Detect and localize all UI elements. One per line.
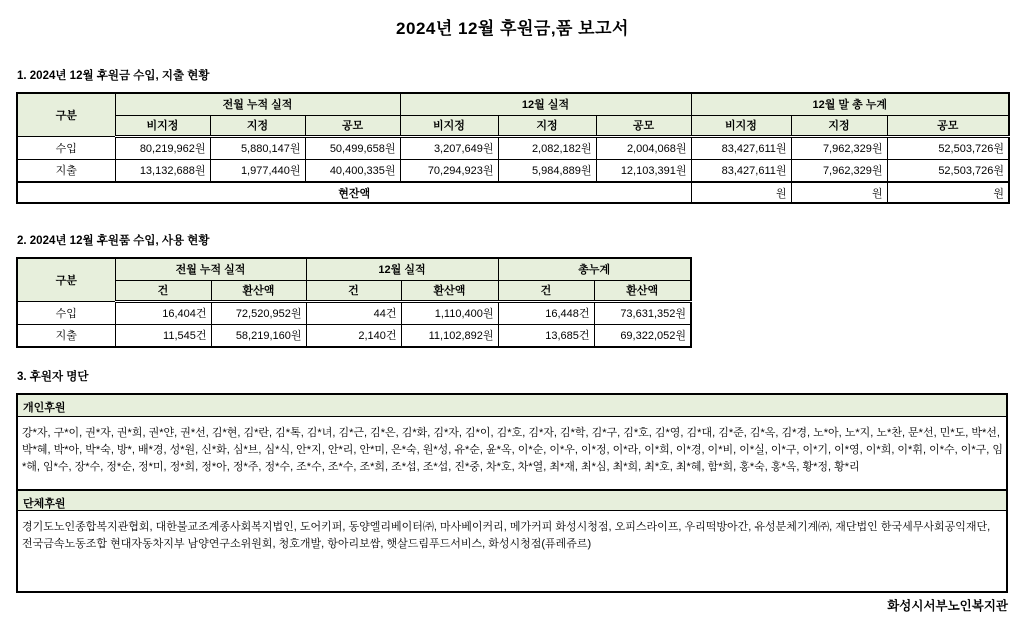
- individual-donors-list: 강*자, 구*이, 권*자, 권*희, 권*얀, 권*선, 김*현, 김*란, 김*톡, 김*녀, 김*근, 김*은, 김*화, 김*자, 김*이, 김*호, 김*자, 김*학, 김*구, 김*호, 김*영, 김*대, 김*준, 김*옥, 김*경, 노*아, 노*지, 노*찬, 문*선, 민*도, 박*선, 박*혜, 박*아, 박*숙, 방*, 배*경, 성*원, 신*화, 심*브, 심*식, 안*지, 안*리, 안*미, 은*숙, 원*성, 유*순, 윤*옥, 이*순, 이*우, 이*정, 이*라, 이*희, 이*경, 이*비, 이*실, 이*구, 이*기, 이*영, 이*희, 이*휘, 이*수, 이*구, 임*해, 임*수, 장*수, 정*순, 정*미, 정*희, 정*아, 정*주, 정*수, 조*수, 조*수, 조*희, 조*섭, 조*섭, 진*중, 차*호, 차*열, 최*재, 최*심, 최*희, 최*호, 최*혜, 함*희, 홍*숙, 홍*옥, 황*정, 황*리: [22, 427, 1003, 473]
- t2-income-row: [17, 301, 691, 324]
- t2-sub-header-row: [17, 280, 691, 301]
- organization-name: 화성시서부노인복지관: [887, 599, 1008, 613]
- t2-cell: 1,110,400원: [401, 301, 498, 324]
- t1-header-gubun: 구분: [17, 93, 115, 136]
- t1-balance-label: 현잔액: [17, 182, 691, 203]
- t1-group-total: 12월 말 총 누계: [691, 93, 1009, 115]
- t1-subheader: 공모: [596, 115, 691, 136]
- t2-cell: 13,685건: [498, 324, 594, 347]
- donation-goods-table: [16, 257, 692, 348]
- t2-header-gubun: 구분: [17, 258, 115, 301]
- t2-cell: 72,520,952원: [211, 301, 306, 324]
- t1-subheader: 비지정: [115, 115, 210, 136]
- t2-subheader: 환산액: [211, 280, 306, 301]
- t2-cell: 2,140건: [306, 324, 401, 347]
- t1-cell: 83,427,611원: [691, 136, 791, 159]
- t1-cell: 3,207,649원: [400, 136, 498, 159]
- t1-subheader: 지정: [498, 115, 596, 136]
- t2-cell: 44건: [306, 301, 401, 324]
- t2-cell: 16,448건: [498, 301, 594, 324]
- t1-subheader: 비지정: [691, 115, 791, 136]
- t1-subheader: 공모: [887, 115, 1009, 136]
- donor-roster: [16, 393, 1008, 593]
- t1-group-december: 12월 실적: [400, 93, 691, 115]
- t1-sub-header-row: [17, 115, 1009, 136]
- t2-cell: 11,102,892원: [401, 324, 498, 347]
- t1-cell: 50,499,658원: [305, 136, 400, 159]
- t1-cell: 5,880,147원: [210, 136, 305, 159]
- donation-money-table: [16, 92, 1010, 204]
- t2-cell: 69,322,052원: [594, 324, 691, 347]
- t1-cell: 2,082,182원: [498, 136, 596, 159]
- t1-row-label: 지출: [17, 159, 115, 182]
- t2-subheader: 환산액: [401, 280, 498, 301]
- t1-cell: 70,294,923원: [400, 159, 498, 182]
- report-title: 2024년 12월 후원금,품 보고서: [396, 19, 629, 38]
- t1-cell: 52,503,726원: [887, 136, 1009, 159]
- t1-cell: 2,004,068원: [596, 136, 691, 159]
- t2-cell: 58,219,160원: [211, 324, 306, 347]
- t1-expense-row: [17, 159, 1009, 182]
- t1-subheader: 지정: [791, 115, 887, 136]
- t1-subheader: 공모: [305, 115, 400, 136]
- t1-cell: 5,984,889원: [498, 159, 596, 182]
- group-donors-header: 단체후원: [18, 489, 1006, 511]
- t2-cell: 11,545건: [115, 324, 211, 347]
- t2-subheader: 건: [306, 280, 401, 301]
- t1-cell: 12,103,391원: [596, 159, 691, 182]
- t2-row-label: 수입: [17, 301, 115, 324]
- t1-group-header-row: [17, 93, 1009, 115]
- t1-row-label: 수입: [17, 136, 115, 159]
- t2-row-label: 지출: [17, 324, 115, 347]
- t1-balance-cell: 원: [887, 182, 1009, 203]
- t2-cell: 73,631,352원: [594, 301, 691, 324]
- t1-balance-row: [17, 182, 1009, 203]
- t2-group-prev-cumulative: 전월 누적 실적: [115, 258, 306, 280]
- t1-cell: 1,977,440원: [210, 159, 305, 182]
- t1-group-prev-cumulative: 전월 누적 실적: [115, 93, 400, 115]
- section2-title: 2. 2024년 12월 후원품 수입, 사용 현황: [17, 235, 210, 247]
- t1-subheader: 비지정: [400, 115, 498, 136]
- t2-subheader: 건: [498, 280, 594, 301]
- t1-cell: 7,962,329원: [791, 136, 887, 159]
- t1-balance-cell: 원: [791, 182, 887, 203]
- t2-group-header-row: [17, 258, 691, 280]
- t2-subheader: 건: [115, 280, 211, 301]
- t1-cell: 52,503,726원: [887, 159, 1009, 182]
- t1-cell: 80,219,962원: [115, 136, 210, 159]
- t2-expense-row: [17, 324, 691, 347]
- t1-income-row: [17, 136, 1009, 159]
- t2-group-december: 12월 실적: [306, 258, 498, 280]
- group-donors-list: 경기도노인종합복지관협회, 대한불교조계종사회복지법인, 도어키퍼, 동양엘리베이터㈜, 마사베이커리, 메가커피 화성시청점, 오피스라이프, 우리떡방아간, 유성분체기계㈜, 재단법인 한국세무사회공익재단, 전국금속노동조합 현대자동차지부 남양연구소위원회, 청호개발, 항아리보쌈, 햇살드림푸드서비스, 화성시청점(퓨레쥬르): [22, 521, 991, 550]
- t1-cell: 13,132,688원: [115, 159, 210, 182]
- t2-subheader: 환산액: [594, 280, 691, 301]
- t2-cell: 16,404건: [115, 301, 211, 324]
- t1-cell: 40,400,335원: [305, 159, 400, 182]
- individual-donors-header: 개인후원: [18, 395, 1006, 417]
- t1-subheader: 지정: [210, 115, 305, 136]
- t1-cell: 7,962,329원: [791, 159, 887, 182]
- section1-title: 1. 2024년 12월 후원금 수입, 지출 현황: [17, 70, 210, 82]
- t2-group-total: 총누계: [498, 258, 691, 280]
- t1-cell: 83,427,611원: [691, 159, 791, 182]
- section3-title: 3. 후원자 명단: [17, 371, 89, 383]
- t1-balance-cell: 원: [691, 182, 791, 203]
